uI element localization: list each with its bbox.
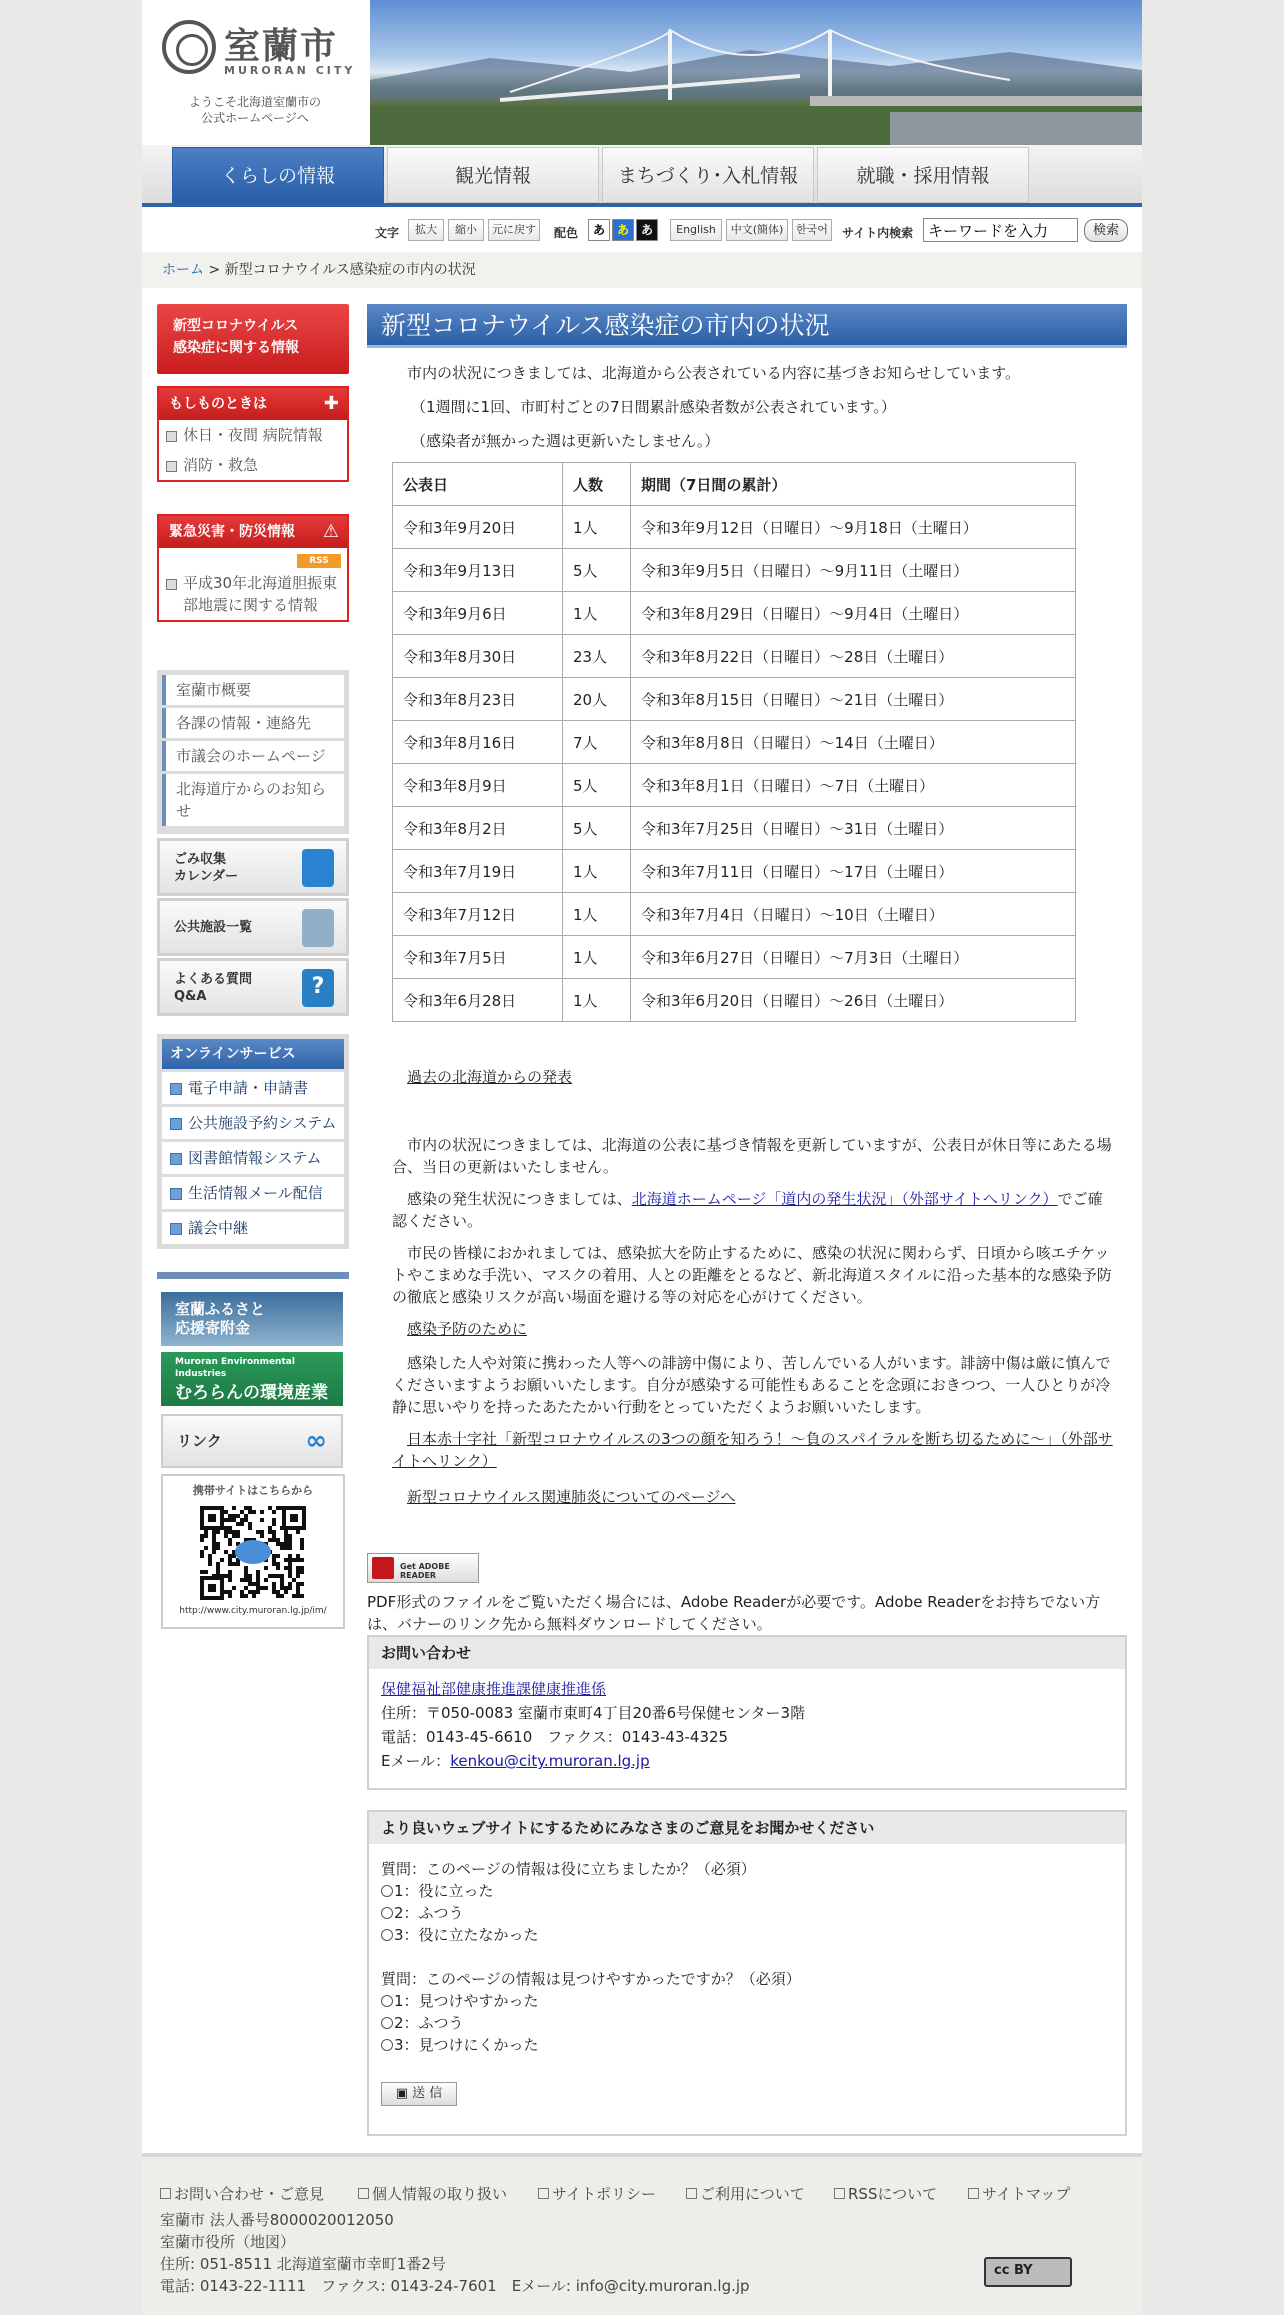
- table-cell-count: 1人: [563, 506, 631, 549]
- pneumonia-page-link[interactable]: 新型コロナウイルス関連肺炎についてのページへ: [407, 1488, 736, 1506]
- footer-link-contact[interactable]: お問い合わせ・ご意見: [160, 2183, 324, 2204]
- submit-label: 送 信: [412, 2086, 443, 2101]
- table-cell-count: 1人: [563, 592, 631, 635]
- table-row: [393, 506, 1076, 549]
- table-cell-count: 5人: [563, 764, 631, 807]
- radio-button[interactable]: [381, 1885, 393, 1897]
- banner-label: [174, 971, 252, 1005]
- intro-note: （1週間に1回、市町村ごとの7日間累計感染者数が公表されています。）: [411, 398, 896, 416]
- table-cell-date: 令和3年7月12日: [393, 893, 563, 936]
- online-item-library[interactable]: 図書館情報システム: [162, 1142, 344, 1174]
- footer-link-rss[interactable]: RSSについて: [834, 2183, 937, 2204]
- rss-icon[interactable]: RSS: [297, 554, 341, 568]
- sidebar-item-night-hospital[interactable]: 休日・夜間 病院情報: [159, 420, 347, 450]
- sidebar-item-departments[interactable]: 各課の情報・連絡先: [162, 708, 344, 738]
- tab-tourism[interactable]: 観光情報: [387, 147, 599, 203]
- welcome-text: [142, 94, 368, 126]
- footer-corp-number: 室蘭市 法人番号8000020012050: [160, 2211, 394, 2229]
- furusato-donation-banner[interactable]: [161, 1292, 343, 1346]
- prevention-link[interactable]: 感染予防のために: [407, 1320, 528, 1338]
- global-nav: [142, 145, 1142, 207]
- main-content: [367, 304, 1127, 2101]
- column-header: 期間（7日間の累計）: [631, 463, 1076, 506]
- emergency-box: [157, 386, 349, 482]
- table-row: [393, 979, 1076, 1022]
- submit-icon: ▣: [395, 2086, 413, 2101]
- inquiry-phone: 電話：0143-45-6610 ファクス：0143-43-4325: [381, 1728, 729, 1746]
- table-cell-count: 1人: [563, 979, 631, 1022]
- footer-address: 住所: 051-8511 北海道室蘭市幸町1番2号: [160, 2255, 446, 2273]
- table-cell-date: 令和3年8月2日: [393, 807, 563, 850]
- welcome-line: 公式ホームページへ: [201, 111, 309, 125]
- online-services-header: オンラインサービス: [162, 1039, 344, 1069]
- color-scheme-label: 配色: [554, 226, 579, 240]
- page-title: 新型コロナウイルス感染症の市内の状況: [367, 304, 1127, 348]
- table-cell-date: 令和3年9月6日: [393, 592, 563, 635]
- table-cell-date: 令和3年7月5日: [393, 936, 563, 979]
- emergency-header: [159, 388, 347, 420]
- sidebar-item-fire-emergency[interactable]: 消防・救急: [159, 450, 347, 480]
- covid-cases-table: [392, 462, 1076, 1022]
- logo-subtitle: MURORAN CITY: [224, 64, 356, 77]
- inquiry-body: [369, 1669, 1125, 1773]
- covid-info-button[interactable]: [157, 304, 349, 374]
- environment-industry-banner[interactable]: [161, 1352, 343, 1406]
- table-cell-period: 令和3年8月8日（日曜日）～14日（土曜日）: [631, 721, 1076, 764]
- radio-button[interactable]: [381, 1907, 393, 1919]
- links-banner[interactable]: [161, 1414, 343, 1468]
- emergency-title: もしものときは: [169, 396, 267, 412]
- banner-label: 公共施設一覧: [174, 920, 253, 935]
- slander-note: 感染した人や対策に携わった人等への誹謗中傷により、苦しんでいる人がいます。誹謗中傷は厳に慎んでくださいますようお願いいたします。自分が感染する可能性もあることを念頭におきつつ、一人ひとりが冷静に思いやりを持ったあたたかい行動をとっていただくようお願いいたします。: [392, 1354, 1111, 1416]
- radio-option[interactable]: [381, 1924, 1113, 1946]
- table-cell-date: 令和3年8月9日: [393, 764, 563, 807]
- covid-button-line: 新型コロナウイルス: [173, 318, 299, 334]
- table-row: [393, 764, 1076, 807]
- sidebar-links: [157, 670, 349, 834]
- feedback-survey: [367, 1810, 1127, 2136]
- search-input[interactable]: [923, 218, 1078, 242]
- radio-label: 3：役に立たなかった: [394, 1926, 539, 1944]
- adobe-note: PDF形式のファイルをご覧いただく場合には、Adobe Readerが必要です。Adobe Readerをお持ちでない方は、バナーのリンク先から無料ダウンロードしてください。: [367, 1593, 1101, 1633]
- dept-link[interactable]: 保健福祉部健康推進課健康推進係: [381, 1680, 607, 1698]
- banner-label: リンク: [177, 1432, 222, 1450]
- survey-question-2: 質問：このページの情報は見つけやすかったですか？（必須）: [381, 1970, 801, 1988]
- column-header: 公表日: [393, 463, 563, 506]
- tab-city-planning[interactable]: まちづくり･入札情報: [602, 147, 814, 203]
- table-cell-period: 令和3年8月1日（日曜日）～7日（土曜日）: [631, 764, 1076, 807]
- creative-commons-icon[interactable]: [984, 2257, 1072, 2287]
- table-cell-date: 令和3年7月19日: [393, 850, 563, 893]
- online-item-council-stream[interactable]: 議会中継: [162, 1212, 344, 1244]
- search-button[interactable]: 検索: [1084, 219, 1128, 242]
- prevention-note: 市民の皆様におかれましては、感染拡大を防止するために、感染の状況に関わらず、日頃から咳エチケットやこまめな手洗い、マスクの着用、人との距離をとるなど、新北海道スタイルに沿った基本的な感染予防の徹底と感染リスクが高い場面を避ける等の対応を心がけてください。: [392, 1244, 1112, 1306]
- table-cell-date: 令和3年8月16日: [393, 721, 563, 764]
- table-cell-period: 令和3年7月11日（日曜日）～17日（土曜日）: [631, 850, 1076, 893]
- text-shrink-button[interactable]: 縮小: [448, 219, 484, 241]
- table-cell-period: 令和3年6月27日（日曜日）～7月3日（土曜日）: [631, 936, 1076, 979]
- disaster-box: [157, 514, 349, 622]
- table-cell-date: 令和3年6月28日: [393, 979, 563, 1022]
- table-cell-count: 5人: [563, 807, 631, 850]
- email-label: Eメール：: [381, 1752, 451, 1770]
- table-cell-count: 20人: [563, 678, 631, 721]
- table-row: [393, 678, 1076, 721]
- radio-button[interactable]: [381, 1929, 393, 1941]
- table-row: [393, 936, 1076, 979]
- banner-line: むろらんの環境産業: [175, 1383, 328, 1403]
- banner-line: よくある質問: [174, 972, 253, 987]
- color-blue-button[interactable]: あ: [612, 219, 634, 241]
- covid-button-line: 感染症に関する情報: [173, 340, 299, 356]
- table-cell-count: 5人: [563, 549, 631, 592]
- city-emblem-icon: [162, 20, 216, 74]
- radio-label: 1：見つけやすかった: [394, 1992, 539, 2010]
- footer-office[interactable]: 室蘭市役所（地図）: [160, 2233, 296, 2251]
- hokkaido-status-link[interactable]: 北海道ホームページ「道内の発生状況」（外部サイトへリンク）: [631, 1190, 1058, 1208]
- online-item-e-application[interactable]: 電子申請・申請書: [162, 1072, 344, 1104]
- table-cell-count: 1人: [563, 893, 631, 936]
- table-cell-date: 令和3年8月23日: [393, 678, 563, 721]
- survey-body: [369, 1844, 1125, 2056]
- hero-bridge-photo: [370, 0, 1142, 145]
- radio-option[interactable]: [381, 2012, 1113, 2034]
- banner-line: 応援寄附金: [175, 1319, 251, 1337]
- sidebar-divider: [157, 1272, 349, 1279]
- adobe-reader-banner[interactable]: [367, 1553, 479, 1583]
- banner-line: Q&A: [174, 989, 207, 1004]
- banner-line: カレンダー: [174, 869, 239, 884]
- footer-link-sitemap[interactable]: サイトマップ: [968, 2183, 1070, 2204]
- inquiry-title: お問い合わせ: [369, 1637, 1125, 1669]
- building-icon: [302, 909, 334, 947]
- lang-korean-button[interactable]: 한국어: [792, 219, 832, 241]
- table-cell-count: 23人: [563, 635, 631, 678]
- text-size-label: 文字: [375, 226, 400, 240]
- adobe-logo-icon: [372, 1557, 394, 1579]
- footer-contact: 電話: 0143-22-1111 ファクス: 0143-24-7601 Eメール: info@city.muroran.lg.jp: [160, 2277, 750, 2295]
- inquiry-address: 住所：〒050-0083 室蘭市東町4丁目20番6号保健センター3階: [381, 1704, 806, 1722]
- table-row: [393, 549, 1076, 592]
- table-row: [393, 592, 1076, 635]
- table-cell-date: 令和3年9月20日: [393, 506, 563, 549]
- radio-option[interactable]: [381, 1902, 1113, 1924]
- table-cell-count: 1人: [563, 850, 631, 893]
- radio-label: 2：ふつう: [394, 1904, 464, 1922]
- tab-jobs[interactable]: 就職・採用情報: [817, 147, 1029, 203]
- mobile-site-url: http://www.city.muroran.lg.jp/im/: [179, 1606, 327, 1616]
- radio-button[interactable]: [381, 1995, 393, 2007]
- table-cell-date: 令和3年8月30日: [393, 635, 563, 678]
- mobile-site-box: [161, 1474, 345, 1629]
- table-cell-period: 令和3年9月12日（日曜日）～9月18日（土曜日）: [631, 506, 1076, 549]
- logo-title: 室蘭市: [224, 25, 339, 67]
- sidebar-item-earthquake[interactable]: 平成30年北海道胆振東部地震に関する情報: [159, 568, 347, 620]
- qr-code-icon[interactable]: [197, 1502, 309, 1602]
- faq-banner[interactable]: [157, 958, 349, 1016]
- table-cell-count: 7人: [563, 721, 631, 764]
- email-link[interactable]: kenkou@city.muroran.lg.jp: [450, 1752, 650, 1770]
- text-enlarge-button[interactable]: 拡大: [408, 219, 444, 241]
- radio-option[interactable]: [381, 2034, 1113, 2056]
- table-cell-period: 令和3年8月29日（日曜日）～9月4日（土曜日）: [631, 592, 1076, 635]
- garbage-calendar-banner[interactable]: [157, 838, 349, 896]
- site-logo[interactable]: [142, 0, 368, 145]
- radio-option[interactable]: [381, 1880, 1113, 1902]
- mobile-site-title: 携帯サイトはこちらから: [192, 1484, 314, 1497]
- sidebar-item-city-council[interactable]: 市議会のホームページ: [162, 741, 344, 771]
- bridge-illustration: [370, 0, 1142, 145]
- column-header: 人数: [563, 463, 631, 506]
- radio-button[interactable]: [381, 2017, 393, 2029]
- intro-note: （感染者が無かった週は更新いたしません。）: [411, 432, 720, 450]
- breadcrumb-home-link[interactable]: ホーム: [162, 262, 204, 278]
- breadcrumb-separator: >: [204, 262, 225, 278]
- color-default-button[interactable]: あ: [588, 219, 610, 241]
- welcome-line: ようこそ北海道室蘭市の: [188, 95, 321, 109]
- banner-line: Muroran Environmental Industries: [175, 1357, 295, 1379]
- table-cell-period: 令和3年8月15日（日曜日）～21日（土曜日）: [631, 678, 1076, 721]
- footer-link-terms[interactable]: ご利用について: [686, 2183, 805, 2204]
- color-black-button[interactable]: あ: [636, 219, 658, 241]
- update-note: 市内の状況につきましては、北海道の公表に基づき情報を更新していますが、公表日が休日等にあたる場合、当日の更新はいたしません。: [392, 1136, 1112, 1176]
- radio-option[interactable]: [381, 1990, 1113, 2012]
- radio-button[interactable]: [381, 2039, 393, 2051]
- table-cell-period: 令和3年9月5日（日曜日）～9月11日（土曜日）: [631, 549, 1076, 592]
- table-cell-date: 令和3年9月13日: [393, 549, 563, 592]
- table-header-row: [393, 463, 1076, 506]
- online-item-mail[interactable]: 生活情報メール配信: [162, 1177, 344, 1209]
- cc-badge-text: cc BY: [994, 2263, 1033, 2278]
- siren-icon: ⚠: [322, 521, 339, 542]
- online-item-facility-reservation[interactable]: 公共施設予約システム: [162, 1107, 344, 1139]
- page-wrapper: [142, 0, 1142, 2315]
- text-reset-button[interactable]: 元に戻す: [488, 219, 540, 241]
- status-note-text: 感染の発生状況につきましては、: [407, 1190, 632, 1208]
- site-search-label: サイト内検索: [842, 226, 914, 240]
- table-body: [393, 506, 1076, 1022]
- table-row: [393, 721, 1076, 764]
- inquiry-box: [367, 1635, 1127, 1790]
- footer-link-site-policy[interactable]: サイトポリシー: [538, 2183, 656, 2204]
- table-cell-count: 1人: [563, 936, 631, 979]
- past-announcements-link[interactable]: 過去の北海道からの発表: [407, 1068, 573, 1086]
- footer-link-privacy[interactable]: 個人情報の取り扱い: [358, 2183, 507, 2204]
- lang-english-button[interactable]: English: [670, 219, 722, 241]
- adobe-badge-text: Get ADOBE READER: [400, 1562, 450, 1580]
- tab-living-info[interactable]: くらしの情報: [172, 147, 384, 203]
- status-note-text: でご確認ください。: [392, 1190, 1103, 1230]
- status-note: [392, 1188, 1117, 1232]
- table-row: [393, 850, 1076, 893]
- banner-label: [174, 851, 238, 885]
- medical-cross-icon: ✚: [323, 393, 339, 414]
- table-cell-period: 令和3年6月20日（日曜日）～26日（土曜日）: [631, 979, 1076, 1022]
- trash-can-icon: [302, 849, 334, 887]
- sidebar-item-city-overview[interactable]: 室蘭市概要: [162, 675, 344, 705]
- survey-question-1: 質問：このページの情報は役に立ちましたか？（必須）: [381, 1860, 756, 1878]
- intro-text: 市内の状況につきましては、北海道から公表されている内容に基づきお知らせしています。: [407, 364, 1021, 382]
- table-row: [393, 807, 1076, 850]
- breadcrumb-current: 新型コロナウイルス感染症の市内の状況: [224, 262, 476, 278]
- survey-title: より良いウェブサイトにするためにみなさまのご意見をお聞かせください: [369, 1812, 1125, 1844]
- online-services: [157, 1034, 349, 1249]
- public-facilities-banner[interactable]: [157, 898, 349, 956]
- disaster-title: 緊急災害・防災情報: [169, 524, 295, 540]
- lang-chinese-button[interactable]: 中文(簡体): [726, 219, 788, 241]
- banner-line: 室蘭ふるさと: [175, 1300, 266, 1318]
- sidebar-item-hokkaido-notice[interactable]: 北海道庁からのお知らせ: [162, 774, 344, 826]
- red-cross-link[interactable]: 日本赤十字社「新型コロナウイルスの3つの顔を知ろう！～負のスパイラルを断ち切るために～」（外部サイトへリンク）: [392, 1430, 1113, 1470]
- question-icon: ?: [302, 969, 334, 1007]
- table-cell-period: 令和3年8月22日（日曜日）～28日（土曜日）: [631, 635, 1076, 678]
- breadcrumb: [142, 252, 1142, 288]
- banner-line: ごみ収集: [174, 852, 227, 867]
- radio-label: 3：見つけにくかった: [394, 2036, 539, 2054]
- radio-label: 1：役に立った: [394, 1882, 494, 1900]
- disaster-header: [159, 516, 347, 548]
- radio-label: 2：ふつう: [394, 2014, 464, 2032]
- footer: [142, 2153, 1142, 2315]
- accessibility-toolbar: [142, 211, 1142, 249]
- table-row: [393, 635, 1076, 678]
- table-cell-period: 令和3年7月4日（日曜日）～10日（土曜日）: [631, 893, 1076, 936]
- link-rings-icon: ∞: [305, 1426, 327, 1456]
- table-cell-period: 令和3年7月25日（日曜日）～31日（土曜日）: [631, 807, 1076, 850]
- submit-button[interactable]: [381, 2082, 457, 2106]
- table-row: [393, 893, 1076, 936]
